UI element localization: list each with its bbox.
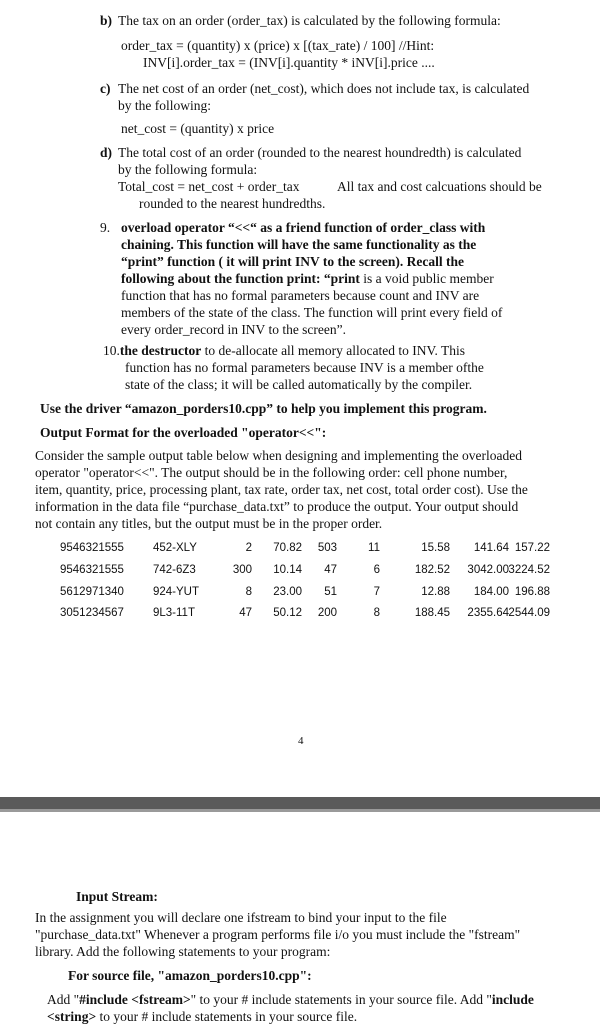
table-cell: 9546321555 bbox=[60, 564, 124, 576]
item-c-line1: The net cost of an order (net_cost), which does not include tax, is calculated bbox=[118, 81, 530, 96]
table-cell: 12.88 bbox=[421, 586, 450, 598]
item-10-line1-rest: to de-allocate all memory allocated to INV. This bbox=[201, 343, 466, 358]
item-b-label: b) bbox=[100, 13, 113, 28]
input-stream-heading: Input Stream: bbox=[76, 889, 158, 904]
table-cell: 924-YUT bbox=[153, 586, 200, 598]
item-9-line4-rest: is a void public member bbox=[359, 271, 494, 286]
table-cell: 8 bbox=[373, 607, 380, 619]
table-cell: 15.58 bbox=[421, 542, 450, 554]
input-para-line-3: library. Add the following statements to your program: bbox=[35, 944, 331, 959]
table-cell: 51 bbox=[324, 586, 337, 598]
table-cell: 10.14 bbox=[273, 564, 302, 576]
item-9-line3: “print” function ( it will print INV to the screen). Recall the bbox=[121, 254, 464, 269]
item-b-text: The tax on an order (order_tax) is calculated by the following formula: bbox=[118, 13, 501, 28]
table-cell: 452-XLY bbox=[153, 542, 197, 554]
table-cell: 141.64 bbox=[473, 542, 509, 554]
item-9-line6: members of the state of the class. The function will print every field of bbox=[121, 305, 503, 320]
consider-line-4: information in the data file “purchase_data.txt” to produce the output. Your output should bbox=[35, 499, 519, 514]
consider-line-3: item, quantity, price, processing plant, tax rate, order tax, net cost, total order cost). Use the bbox=[35, 482, 528, 497]
table-cell: 47 bbox=[324, 564, 337, 576]
input-para-line-1: In the assignment you will declare one ifstream to bind your input to the file bbox=[35, 910, 447, 925]
add-line-1 bbox=[47, 991, 534, 1008]
table-cell: 47 bbox=[239, 607, 252, 619]
consider-line-1: Consider the sample output table below when designing and implementing the overloaded bbox=[35, 448, 523, 463]
item-d-line1: The total cost of an order (rounded to the nearest houndredth) is calculated bbox=[118, 145, 522, 160]
table-cell: 11 bbox=[368, 542, 380, 554]
add-1d: include bbox=[491, 992, 534, 1007]
item-d-formula: Total_cost = net_cost + order_tax bbox=[118, 179, 300, 194]
item-9-line4 bbox=[121, 270, 494, 287]
table-cell: 2355.64 bbox=[467, 607, 509, 619]
item-d-line2: by the following formula: bbox=[118, 162, 258, 177]
item-9-line1: overload operator “<<“ as a friend function of order_class with bbox=[121, 220, 486, 235]
table-cell: 9L3-11T bbox=[153, 607, 195, 619]
table-cell: 742-6Z3 bbox=[153, 564, 196, 576]
table-cell: 9546321555 bbox=[60, 542, 124, 554]
item-c-line2: by the following: bbox=[118, 98, 211, 113]
add-1a: Add " bbox=[47, 992, 80, 1007]
consider-line-2: operator "operator<<". The output should be in the following order: cell phone number, bbox=[35, 465, 508, 480]
table-cell: 70.82 bbox=[273, 542, 302, 554]
page-number: 4 bbox=[298, 735, 304, 747]
table-cell: 2 bbox=[245, 542, 252, 554]
add-1b: #include <fstream> bbox=[79, 992, 191, 1007]
table-cell: 200 bbox=[317, 607, 337, 619]
table-cell: 6 bbox=[373, 564, 380, 576]
item-b-formula: order_tax = (quantity) x (price) x [(tax_rate) / 100] //Hint: bbox=[121, 38, 435, 53]
item-c-formula: net_cost = (quantity) x price bbox=[121, 121, 275, 136]
item-9-line4-bold: following about the function print: “print bbox=[121, 271, 360, 286]
item-10-line3: state of the class; it will be called automatically by the compiler. bbox=[125, 377, 473, 392]
table-cell: 184.00 bbox=[473, 586, 509, 598]
table-cell: 8 bbox=[245, 586, 252, 598]
item-d-note: All tax and cost calcuations should be bbox=[337, 179, 542, 194]
table-cell: 3224.52 bbox=[508, 564, 550, 576]
input-para-line-2: "purchase_data.txt" Whenever a program performs file i/o you must include the "fstream" bbox=[35, 927, 521, 942]
consider-line-5: not contain any titles, but the output must be in the proper order. bbox=[35, 516, 383, 531]
item-9-line5: function that has no formal parameters because count and INV are bbox=[121, 288, 480, 303]
add-2b: to your # include statements in your source file. bbox=[96, 1009, 358, 1024]
item-9-number: 9. bbox=[100, 220, 111, 235]
item-b-hint: INV[i].order_tax = (INV[i].quantity * iNV[i].price .... bbox=[143, 55, 435, 70]
item-10-bold: the destructor bbox=[119, 343, 202, 358]
table-cell: 157.22 bbox=[514, 542, 550, 554]
table-cell: 7 bbox=[373, 586, 380, 598]
table-cell: 300 bbox=[232, 564, 252, 576]
table-cell: 3051234567 bbox=[60, 607, 124, 619]
source-file-heading: For source file, "amazon_porders10.cpp": bbox=[68, 968, 312, 983]
table-cell: 23.00 bbox=[273, 586, 302, 598]
item-10-line1 bbox=[103, 342, 465, 359]
document-page-2 bbox=[0, 812, 600, 1024]
add-2a: <string> bbox=[47, 1009, 97, 1024]
table-cell: 5612971340 bbox=[60, 586, 124, 598]
page-separator bbox=[0, 797, 600, 809]
table-cell: 188.45 bbox=[414, 607, 450, 619]
table-cell: 2544.09 bbox=[508, 607, 550, 619]
table-cell: 50.12 bbox=[273, 607, 302, 619]
add-line-2 bbox=[47, 1008, 357, 1025]
add-1c: " to your # include statements in your source file. Add " bbox=[190, 992, 492, 1007]
table-cell: 503 bbox=[317, 542, 337, 554]
table-cell: 182.52 bbox=[414, 564, 450, 576]
table-cell: 196.88 bbox=[514, 586, 550, 598]
output-heading: Output Format for the overloaded "operator<<": bbox=[40, 425, 327, 440]
item-d-line3: rounded to the nearest hundredths. bbox=[139, 196, 326, 211]
item-9-line2: chaining. This function will have the same functionality as the bbox=[121, 237, 477, 252]
driver-line: Use the driver “amazon_porders10.cpp” to help you implement this program. bbox=[40, 401, 487, 416]
table-cell: 3042.00 bbox=[467, 564, 509, 576]
item-9-line7: every order_record in INV to the screen”. bbox=[121, 322, 347, 337]
item-10-line2: function has no formal parameters because INV is a member ofthe bbox=[125, 360, 484, 375]
item-10-number: 10. bbox=[103, 343, 120, 358]
item-c-label: c) bbox=[100, 81, 111, 96]
item-d-label: d) bbox=[100, 145, 113, 160]
